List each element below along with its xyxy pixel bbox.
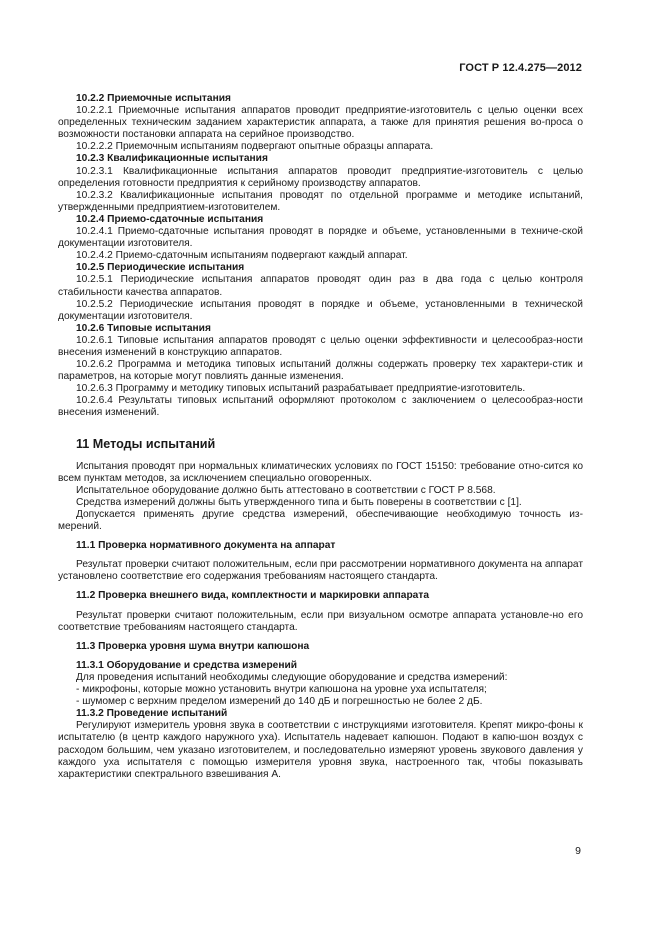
chapter-heading: 11 Методы испытаний [76,436,216,451]
paragraph: 10.2.4.1 Приемо-сдаточные испытания проводят в порядке и объеме, установленными в техниче-ской документации изготовителя. [58,226,583,250]
paragraph: 10.2.2.2 Приемочным испытаниям подвергают опытные образцы аппарата. [76,141,434,153]
paragraph: Результат проверки считают положительным, если при рассмотрении нормативного документа на аппарат установлено соответствие его содержания требованиям настоящего стандарта. [58,559,583,583]
paragraph: 10.2.6.2 Программа и методика типовых испытаний должны содержать проверку тех характери-стик и параметров, на которые могут повлиять данные изменения. [58,359,583,383]
paragraph: Допускается применять другие средства измерений, обеспечивающие необходимую точность из-мерений. [58,509,583,533]
section-heading: 10.2.6 Типовые испытания [76,322,211,334]
paragraph: 10.2.6.1 Типовые испытания аппаратов проводят с целью оценки эффективности и целесообраз-ности внесения изменений в конструкцию аппаратов. [58,334,583,358]
paragraph: 10.2.4.2 Приемо-сдаточным испытаниям подвергают каждый аппарат. [76,250,408,262]
paragraph: Для проведения испытаний необходимы следующие оборудование и средства измерений: [76,671,508,683]
paragraph: Результат проверки считают положительным, если при визуальном осмотре аппарата установле-но его соответствие требованиям настоящего стандарта. [58,609,583,633]
paragraph: 10.2.5.2 Периодические испытания проводят в порядке и объеме, установленными в технической документации изготовителя. [58,298,583,322]
section-heading: 11.1 Проверка нормативного документа на аппарат [76,540,336,552]
list-item: - микрофоны, которые можно установить внутри капюшона на уровне уха испытателя; [76,684,487,696]
section-heading: 10.2.3 Квалификационные испытания [76,153,268,165]
paragraph: Средства измерений должны быть утвержденного типа и быть поверены в соответствии с [1]. [76,496,522,508]
section-heading: 11.3 Проверка уровня шума внутри капюшона [76,640,310,652]
paragraph: 10.2.6.3 Программу и методику типовых испытаний разрабатывает предприятие-изготовитель. [76,383,526,395]
document-body [58,93,583,781]
paragraph: Испытательное оборудование должно быть аттестовано в соответствии с ГОСТ Р 8.568. [76,484,496,496]
paragraph: 10.2.2.1 Приемочные испытания аппаратов проводит предприятие-изготовитель с целью оценки всех определенных техническим заданием характеристик аппарата, а также для принятия решения во-проса о возможности постановки аппарата на серийное производство. [58,105,583,141]
paragraph: Регулируют измеритель уровня звука в соответствии с инструкциями изготовителя. Крепят микро-фоны к испытателю (в центр каждого наружного уха). Испытатель надевает капюшон. Подают в капю-шон воздух с расходом большим, чем указано изготовителем, и последовательно измеряют уровень звукового давления у каждого уха испытателя с помощью измерителя уровня звука, настроенного так, чтобы показывать характеристики спектрального взвешивания А. [58,720,583,780]
page-number: 9 [575,845,581,857]
paragraph: 10.2.6.4 Результаты типовых испытаний оформляют протоколом с заключением о целесообраз-ности внесения изменений. [58,395,583,419]
section-heading: 10.2.5 Периодические испытания [76,262,245,274]
subsection-heading: 11.3.1 Оборудование и средства измерений [76,659,298,671]
paragraph: 10.2.3.1 Квалификационные испытания аппаратов проводит предприятие-изготовитель с целью определения готовности предприятия к серийному производству аппаратов. [58,165,583,189]
section-heading: 11.2 Проверка внешнего вида, комплектности и маркировки аппарата [76,590,429,602]
list-item: - шумомер с верхним пределом измерений до 140 дБ и погрешностью не более 2 дБ. [76,696,483,708]
subsection-heading: 11.3.2 Проведение испытаний [76,708,228,720]
section-heading: 10.2.2 Приемочные испытания [76,93,231,104]
paragraph: 10.2.5.1 Периодические испытания аппаратов проводят один раз в два года с целью контроля стабильности качества аппаратов. [58,274,583,298]
document-header: ГОСТ Р 12.4.275—2012 [459,62,582,74]
paragraph: 10.2.3.2 Квалификационные испытания проводят по отдельной программе и методике испытаний, утвержденными предприятием-изготовителем. [58,189,583,213]
section-heading: 10.2.4 Приемо-сдаточные испытания [76,213,264,225]
paragraph: Испытания проводят при нормальных климатических условиях по ГОСТ 15150: требование отно-сится ко всем пунктам методов, за исключением специально оговоренных. [58,460,583,484]
